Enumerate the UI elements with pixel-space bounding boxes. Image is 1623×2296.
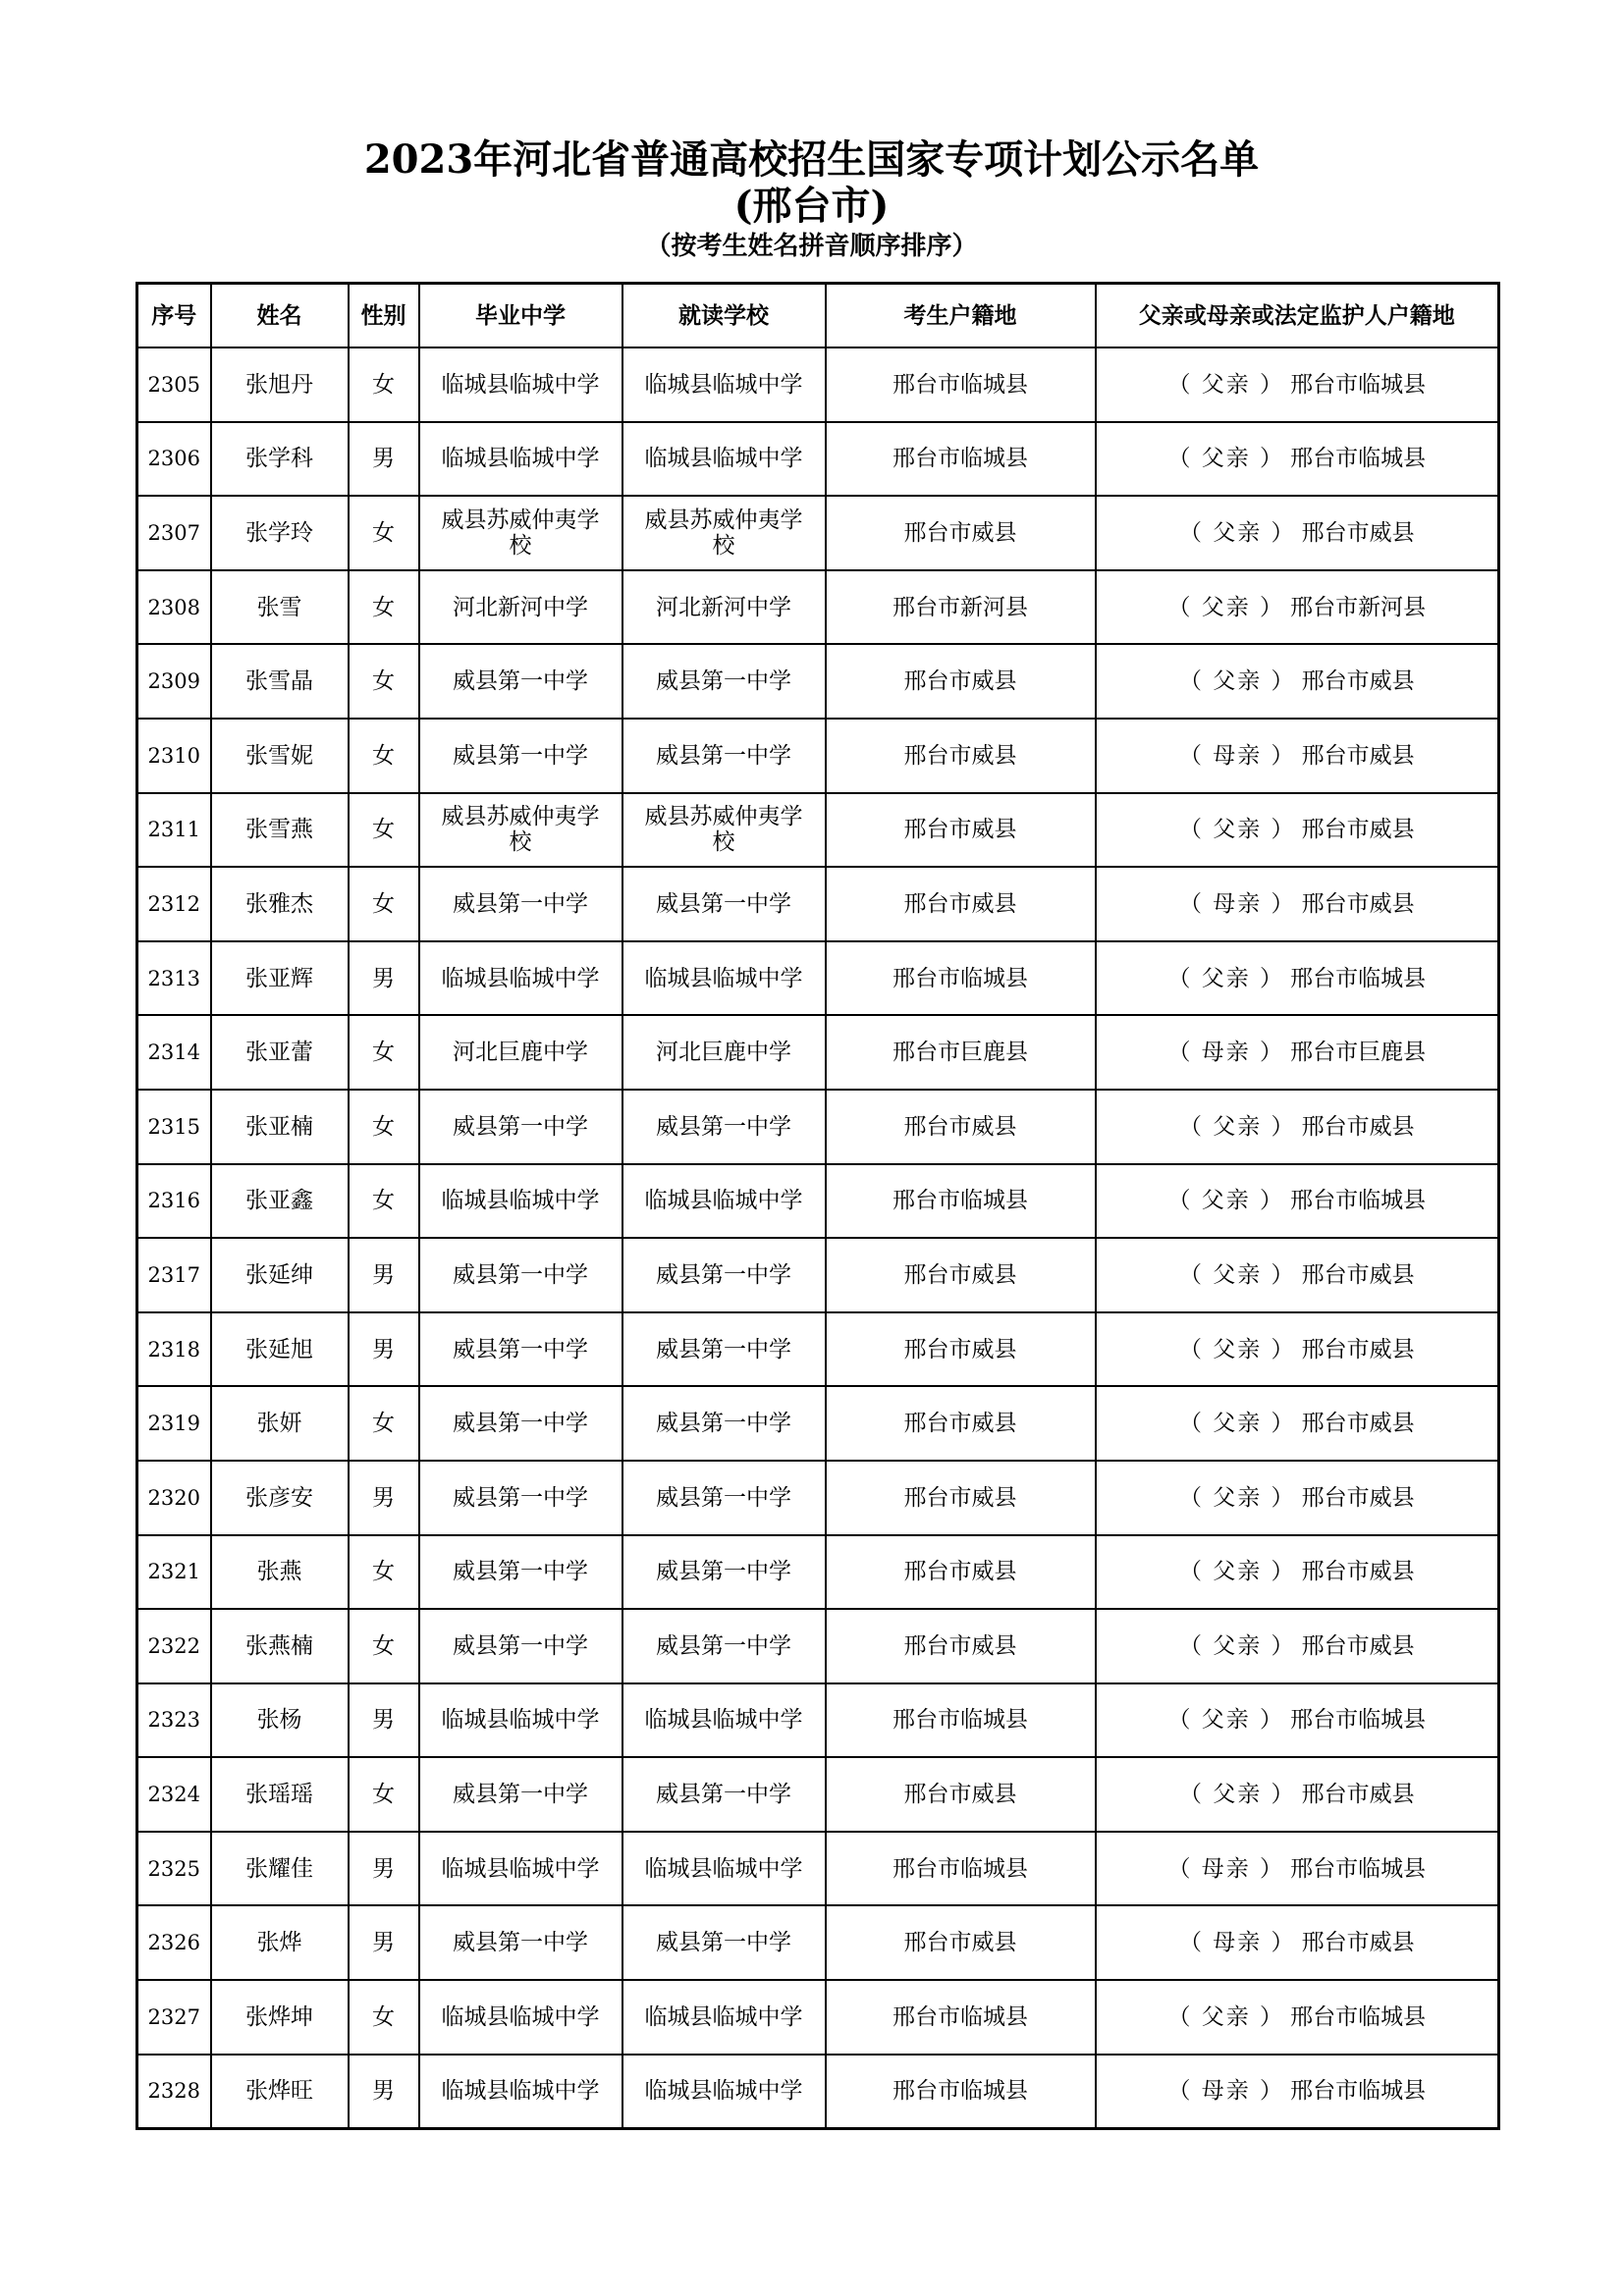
guardian-relation: （ 母亲 ） (1178, 742, 1296, 769)
student-residence: 邢台市威县 (826, 1090, 1096, 1164)
col-header-number: 序号 (137, 284, 211, 348)
table-row (137, 1832, 1499, 1906)
student-residence: 邢台市威县 (826, 1461, 1096, 1535)
graduation-school: 威县第一中学 (419, 867, 622, 941)
student-name: 张旭丹 (211, 347, 349, 422)
guardian-cell (1096, 570, 1499, 645)
student-residence: 邢台市临城县 (826, 1164, 1096, 1239)
student-residence: 邢台市威县 (826, 1609, 1096, 1683)
student-name: 张学科 (211, 422, 349, 497)
guardian-cell (1096, 1090, 1499, 1164)
guardian-cell (1096, 941, 1499, 1016)
current-school: 威县第一中学 (622, 719, 826, 793)
col-header-guardian-residence: 父亲或母亲或法定监护人户籍地 (1096, 284, 1499, 348)
student-name: 张燕 (211, 1535, 349, 1610)
guardian-residence: 邢台市新河县 (1290, 594, 1427, 620)
graduation-school: 威县第一中学 (419, 1386, 622, 1461)
roster-table (135, 282, 1500, 2130)
student-gender: 男 (349, 1832, 419, 1906)
graduation-school: 临城县临城中学 (419, 1164, 622, 1239)
student-residence: 邢台市临城县 (826, 347, 1096, 422)
guardian-residence: 邢台市临城县 (1290, 1707, 1427, 1734)
current-school: 威县第一中学 (622, 1461, 826, 1535)
graduation-school: 临城县临城中学 (419, 941, 622, 1016)
student-residence: 邢台市威县 (826, 719, 1096, 793)
row-number: 2314 (137, 1015, 211, 1090)
graduation-school: 威县第一中学 (419, 1312, 622, 1387)
guardian-relation: （ 父亲 ） (1178, 817, 1296, 843)
table-row (137, 1164, 1499, 1239)
guardian-cell (1096, 1757, 1499, 1832)
city-subtitle: (邢台市) (733, 183, 890, 229)
guardian-residence: 邢台市威县 (1301, 1113, 1415, 1140)
student-residence: 邢台市临城县 (826, 1980, 1096, 2055)
graduation-school: 临城县临城中学 (419, 2055, 622, 2129)
guardian-relation: （ 父亲 ） (1178, 1336, 1296, 1362)
graduation-school: 威县第一中学 (419, 1535, 622, 1610)
table-row (137, 422, 1499, 497)
current-school: 威县第一中学 (622, 644, 826, 719)
table-row (137, 2055, 1499, 2129)
student-residence: 邢台市威县 (826, 867, 1096, 941)
guardian-cell (1096, 1683, 1499, 1758)
table-row (137, 719, 1499, 793)
student-residence: 邢台市临城县 (826, 2055, 1096, 2129)
guardian-residence: 邢台市临城县 (1290, 2003, 1427, 2030)
guardian-relation: （ 母亲 ） (1178, 890, 1296, 917)
guardian-relation: （ 父亲 ） (1178, 519, 1296, 546)
guardian-cell (1096, 1905, 1499, 1980)
student-name: 张雅杰 (211, 867, 349, 941)
graduation-school: 临城县临城中学 (419, 347, 622, 422)
guardian-residence: 邢台市威县 (1301, 1930, 1415, 1956)
row-number: 2306 (137, 422, 211, 497)
student-residence: 邢台市临城县 (826, 1832, 1096, 1906)
student-residence: 邢台市临城县 (826, 1683, 1096, 1758)
graduation-school: 临城县临城中学 (419, 1832, 622, 1906)
table-row (137, 1312, 1499, 1387)
student-residence: 邢台市威县 (826, 1312, 1096, 1387)
row-number: 2311 (137, 793, 211, 868)
table-row (137, 1386, 1499, 1461)
student-name: 张亚辉 (211, 941, 349, 1016)
student-name: 张燕楠 (211, 1609, 349, 1683)
student-gender: 女 (349, 793, 419, 868)
graduation-school: 临城县临城中学 (419, 422, 622, 497)
guardian-residence: 邢台市威县 (1301, 1411, 1415, 1437)
col-header-name: 姓名 (211, 284, 349, 348)
student-name: 张亚蕾 (211, 1015, 349, 1090)
guardian-relation: （ 父亲 ） (1167, 594, 1285, 620)
col-header-current-school: 就读学校 (622, 284, 826, 348)
table-row (137, 1683, 1499, 1758)
guardian-cell (1096, 644, 1499, 719)
student-gender: 女 (349, 1164, 419, 1239)
student-gender: 女 (349, 1386, 419, 1461)
guardian-cell (1096, 793, 1499, 868)
current-school: 临城县临城中学 (622, 347, 826, 422)
row-number: 2316 (137, 1164, 211, 1239)
table-row (137, 1905, 1499, 1980)
table-row (137, 1238, 1499, 1312)
row-number: 2326 (137, 1905, 211, 1980)
student-residence: 邢台市威县 (826, 1386, 1096, 1461)
student-gender: 男 (349, 2055, 419, 2129)
student-name: 张雪妮 (211, 719, 349, 793)
table-row (137, 793, 1499, 868)
student-gender: 女 (349, 1980, 419, 2055)
current-school: 威县第一中学 (622, 1312, 826, 1387)
row-number: 2321 (137, 1535, 211, 1610)
graduation-school: 威县苏威仲夷学校 (419, 793, 622, 868)
guardian-residence: 邢台市威县 (1301, 890, 1415, 917)
current-school: 威县第一中学 (622, 867, 826, 941)
guardian-residence: 邢台市威县 (1301, 742, 1415, 769)
table-row (137, 867, 1499, 941)
guardian-cell (1096, 1832, 1499, 1906)
table-row (137, 1015, 1499, 1090)
guardian-relation: （ 父亲 ） (1178, 1484, 1296, 1511)
row-number: 2312 (137, 867, 211, 941)
table-row (137, 644, 1499, 719)
student-name: 张烨坤 (211, 1980, 349, 2055)
guardian-residence: 邢台市临城县 (1290, 965, 1427, 991)
guardian-relation: （ 父亲 ） (1178, 1113, 1296, 1140)
guardian-cell (1096, 422, 1499, 497)
student-gender: 女 (349, 1090, 419, 1164)
graduation-school: 威县第一中学 (419, 1238, 622, 1312)
guardian-relation: （ 父亲 ） (1178, 1261, 1296, 1288)
row-number: 2307 (137, 496, 211, 570)
graduation-school: 威县第一中学 (419, 719, 622, 793)
guardian-relation: （ 母亲 ） (1167, 1855, 1285, 1882)
guardian-residence: 邢台市威县 (1301, 1336, 1415, 1362)
graduation-school: 临城县临城中学 (419, 1683, 622, 1758)
guardian-relation: （ 父亲 ） (1167, 965, 1285, 991)
student-residence: 邢台市临城县 (826, 422, 1096, 497)
guardian-residence: 邢台市威县 (1301, 1484, 1415, 1511)
guardian-relation: （ 父亲 ） (1178, 1411, 1296, 1437)
graduation-school: 威县第一中学 (419, 1461, 622, 1535)
table-row (137, 1090, 1499, 1164)
graduation-school: 威县第一中学 (419, 1609, 622, 1683)
current-school: 威县第一中学 (622, 1757, 826, 1832)
guardian-relation: （ 父亲 ） (1167, 1188, 1285, 1214)
current-school: 临城县临城中学 (622, 1980, 826, 2055)
current-school: 威县第一中学 (622, 1609, 826, 1683)
guardian-relation: （ 母亲 ） (1167, 1040, 1285, 1066)
current-school: 威县苏威仲夷学校 (622, 793, 826, 868)
guardian-residence: 邢台市临城县 (1290, 1188, 1427, 1214)
student-name: 张延绅 (211, 1238, 349, 1312)
guardian-residence: 邢台市威县 (1301, 1559, 1415, 1585)
table-row (137, 570, 1499, 645)
row-number: 2324 (137, 1757, 211, 1832)
row-number: 2327 (137, 1980, 211, 2055)
guardian-relation: （ 母亲 ） (1167, 2078, 1285, 2105)
table-row (137, 1461, 1499, 1535)
guardian-cell (1096, 1535, 1499, 1610)
student-gender: 女 (349, 570, 419, 645)
graduation-school: 威县苏威仲夷学校 (419, 496, 622, 570)
student-name: 张雪晶 (211, 644, 349, 719)
row-number: 2322 (137, 1609, 211, 1683)
guardian-cell (1096, 719, 1499, 793)
student-gender: 男 (349, 941, 419, 1016)
current-school: 临城县临城中学 (622, 941, 826, 1016)
col-header-residence: 考生户籍地 (826, 284, 1096, 348)
student-residence: 邢台市巨鹿县 (826, 1015, 1096, 1090)
current-school: 临城县临城中学 (622, 2055, 826, 2129)
current-school: 威县第一中学 (622, 1386, 826, 1461)
graduation-school: 威县第一中学 (419, 1090, 622, 1164)
guardian-cell (1096, 347, 1499, 422)
student-residence: 邢台市新河县 (826, 570, 1096, 645)
col-header-gender: 性别 (349, 284, 419, 348)
guardian-residence: 邢台市巨鹿县 (1290, 1040, 1427, 1066)
row-number: 2319 (137, 1386, 211, 1461)
guardian-cell (1096, 867, 1499, 941)
guardian-cell (1096, 2055, 1499, 2129)
guardian-residence: 邢台市威县 (1301, 668, 1415, 695)
row-number: 2309 (137, 644, 211, 719)
student-name: 张妍 (211, 1386, 349, 1461)
col-header-graduation-school: 毕业中学 (419, 284, 622, 348)
guardian-residence: 邢台市威县 (1301, 1632, 1415, 1659)
table-row (137, 496, 1499, 570)
student-residence: 邢台市威县 (826, 793, 1096, 868)
row-number: 2315 (137, 1090, 211, 1164)
student-name: 张耀佳 (211, 1832, 349, 1906)
sort-note: （按考生姓名拼音顺序排序） (645, 232, 978, 261)
table-header-row (137, 284, 1499, 348)
student-residence: 邢台市威县 (826, 1535, 1096, 1610)
student-residence: 邢台市威县 (826, 1238, 1096, 1312)
guardian-residence: 邢台市威县 (1301, 1782, 1415, 1808)
student-name: 张杨 (211, 1683, 349, 1758)
guardian-cell (1096, 1238, 1499, 1312)
current-school: 威县第一中学 (622, 1090, 826, 1164)
student-gender: 男 (349, 1461, 419, 1535)
guardian-relation: （ 父亲 ） (1167, 446, 1285, 472)
guardian-cell (1096, 1609, 1499, 1683)
guardian-cell (1096, 1164, 1499, 1239)
guardian-cell (1096, 1461, 1499, 1535)
student-name: 张学玲 (211, 496, 349, 570)
student-gender: 女 (349, 1535, 419, 1610)
student-name: 张亚楠 (211, 1090, 349, 1164)
guardian-cell (1096, 1980, 1499, 2055)
table-row (137, 1980, 1499, 2055)
student-residence: 邢台市威县 (826, 496, 1096, 570)
student-gender: 女 (349, 1015, 419, 1090)
guardian-relation: （ 父亲 ） (1178, 1632, 1296, 1659)
guardian-relation: （ 父亲 ） (1167, 371, 1285, 398)
student-gender: 男 (349, 1238, 419, 1312)
graduation-school: 威县第一中学 (419, 644, 622, 719)
graduation-school: 临城县临城中学 (419, 1980, 622, 2055)
student-gender: 男 (349, 1312, 419, 1387)
student-residence: 邢台市威县 (826, 644, 1096, 719)
guardian-cell (1096, 496, 1499, 570)
table-row (137, 1535, 1499, 1610)
row-number: 2320 (137, 1461, 211, 1535)
current-school: 临城县临城中学 (622, 1832, 826, 1906)
guardian-residence: 邢台市临城县 (1290, 371, 1427, 398)
row-number: 2318 (137, 1312, 211, 1387)
guardian-relation: （ 父亲 ） (1178, 1559, 1296, 1585)
row-number: 2325 (137, 1832, 211, 1906)
student-gender: 女 (349, 347, 419, 422)
row-number: 2313 (137, 941, 211, 1016)
student-gender: 男 (349, 422, 419, 497)
guardian-residence: 邢台市临城县 (1290, 2078, 1427, 2105)
table-row (137, 1757, 1499, 1832)
current-school: 河北巨鹿中学 (622, 1015, 826, 1090)
row-number: 2305 (137, 347, 211, 422)
student-residence: 邢台市临城县 (826, 941, 1096, 1016)
student-name: 张瑶瑶 (211, 1757, 349, 1832)
guardian-residence: 邢台市临城县 (1290, 1855, 1427, 1882)
row-number: 2328 (137, 2055, 211, 2129)
guardian-residence: 邢台市威县 (1301, 1261, 1415, 1288)
guardian-cell (1096, 1386, 1499, 1461)
student-name: 张雪 (211, 570, 349, 645)
current-school: 威县第一中学 (622, 1238, 826, 1312)
current-school: 临城县临城中学 (622, 422, 826, 497)
table-row (137, 941, 1499, 1016)
table-row (137, 1609, 1499, 1683)
current-school: 威县第一中学 (622, 1535, 826, 1610)
graduation-school: 河北巨鹿中学 (419, 1015, 622, 1090)
guardian-residence: 邢台市临城县 (1290, 446, 1427, 472)
row-number: 2317 (137, 1238, 211, 1312)
guardian-cell (1096, 1312, 1499, 1387)
graduation-school: 河北新河中学 (419, 570, 622, 645)
student-name: 张烨 (211, 1905, 349, 1980)
student-residence: 邢台市威县 (826, 1905, 1096, 1980)
student-gender: 女 (349, 867, 419, 941)
student-name: 张亚鑫 (211, 1164, 349, 1239)
graduation-school: 威县第一中学 (419, 1757, 622, 1832)
current-school: 河北新河中学 (622, 570, 826, 645)
guardian-relation: （ 父亲 ） (1167, 1707, 1285, 1734)
current-school: 威县第一中学 (622, 1905, 826, 1980)
graduation-school: 威县第一中学 (419, 1905, 622, 1980)
student-residence: 邢台市威县 (826, 1757, 1096, 1832)
guardian-relation: （ 父亲 ） (1178, 1782, 1296, 1808)
guardian-cell (1096, 1015, 1499, 1090)
document-title: 2023年河北省普通高校招生国家专项计划公示名单 (363, 136, 1260, 183)
student-gender: 男 (349, 1905, 419, 1980)
current-school: 临城县临城中学 (622, 1683, 826, 1758)
student-gender: 女 (349, 1757, 419, 1832)
student-name: 张彦安 (211, 1461, 349, 1535)
row-number: 2308 (137, 570, 211, 645)
student-gender: 女 (349, 719, 419, 793)
row-number: 2310 (137, 719, 211, 793)
student-gender: 女 (349, 644, 419, 719)
guardian-residence: 邢台市威县 (1301, 817, 1415, 843)
row-number: 2323 (137, 1683, 211, 1758)
student-gender: 女 (349, 496, 419, 570)
student-gender: 男 (349, 1683, 419, 1758)
student-gender: 女 (349, 1609, 419, 1683)
student-name: 张延旭 (211, 1312, 349, 1387)
student-name: 张烨旺 (211, 2055, 349, 2129)
table-body (137, 347, 1499, 2129)
guardian-relation: （ 父亲 ） (1178, 668, 1296, 695)
guardian-relation: （ 母亲 ） (1178, 1930, 1296, 1956)
table-row (137, 347, 1499, 422)
guardian-relation: （ 父亲 ） (1167, 2003, 1285, 2030)
guardian-residence: 邢台市威县 (1301, 519, 1415, 546)
current-school: 威县苏威仲夷学校 (622, 496, 826, 570)
current-school: 临城县临城中学 (622, 1164, 826, 1239)
student-name: 张雪燕 (211, 793, 349, 868)
